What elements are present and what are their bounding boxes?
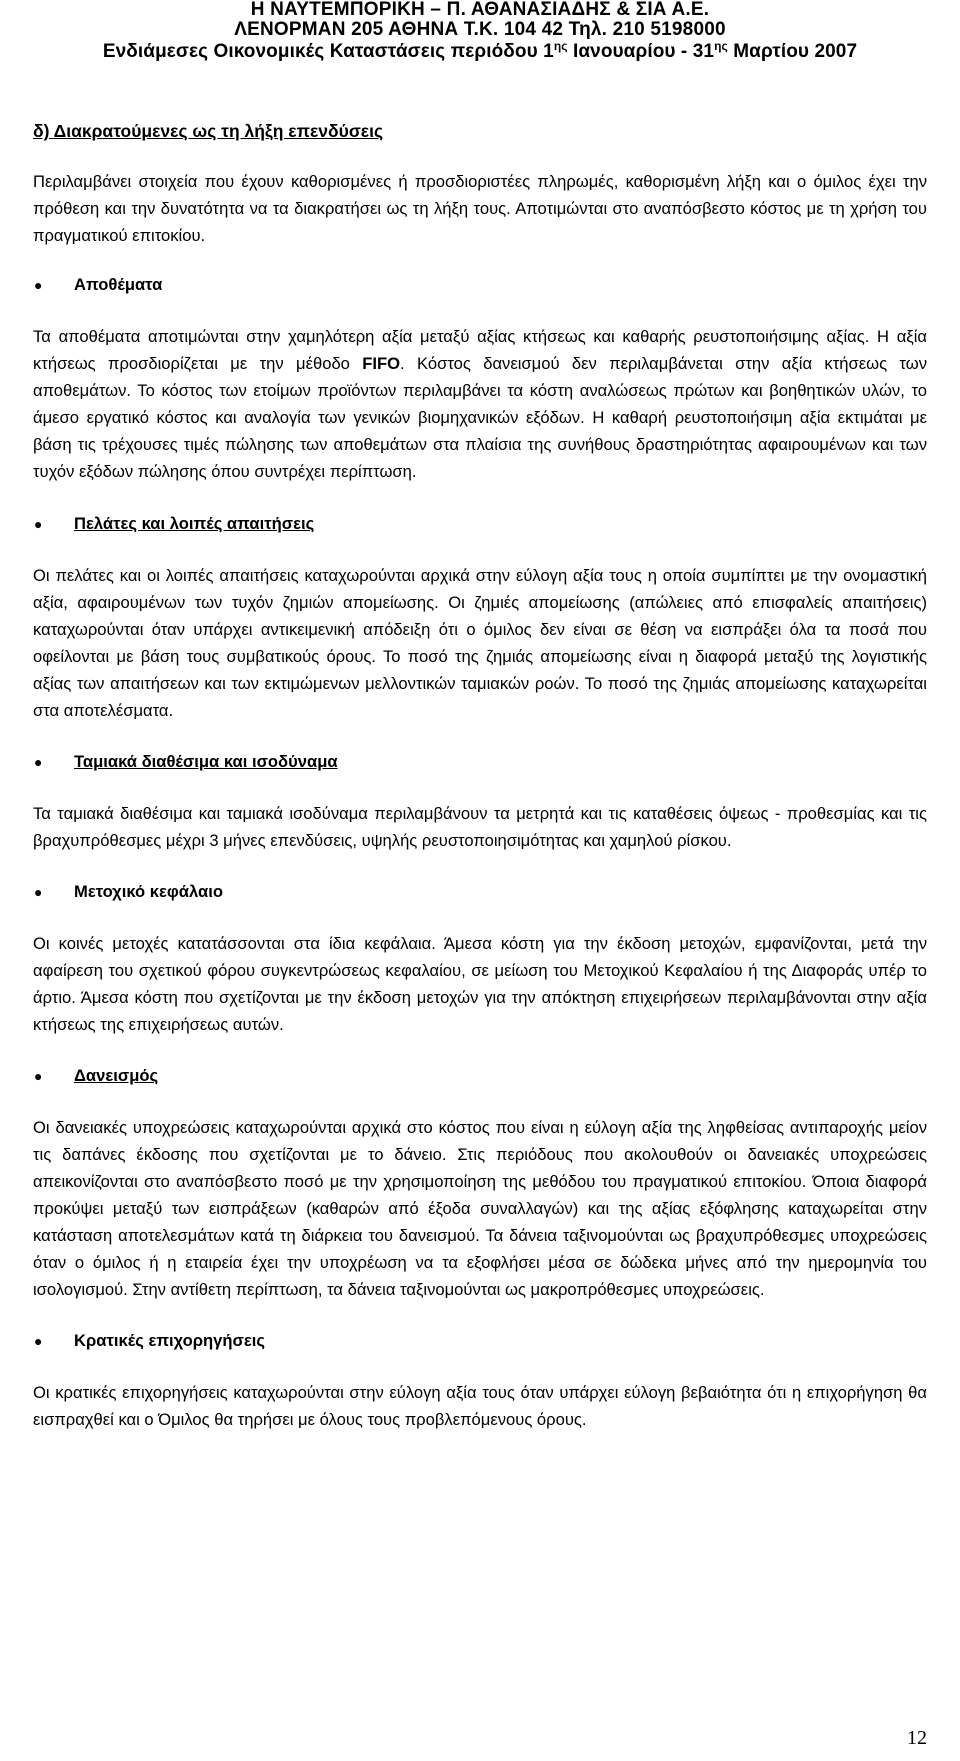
item-text-receivables: Οι πελάτες και οι λοιπές απαιτήσεις καταχωρούνται αρχικά στην εύλογη αξία τους η οποία συμπίπτει με την ονομαστική αξία, αφαιρουμένων των τυχόν ζημιών απομείωσης. Οι ζημιές απομείωσης (απώλειες από επισφαλείς απαιτήσεις) καταχωρούνται όταν υπάρχει αντικειμενική απόδειξη ότι ο όμιλος δεν είναι σε θέση να εισπράξει όλα τα ποσά που οφείλονται με βάση τους συμβατικούς όρους. Το ποσό της ζημιάς απομείωσης είναι η διαφορά μεταξύ της λογιστικής αξίας των απαιτήσεων και των εκτιμώμενων μελλοντικών ταμιακών ροών. Το ποσό της ζημιάς απομείωσης καταχωρείται στα αποτελέσματα. [33, 566, 927, 720]
item-heading-cash [33, 749, 927, 775]
item-title: Δανεισμός [74, 1066, 159, 1085]
header-ordinal-2: ης [714, 39, 728, 53]
header-address: ΛΕΝΟΡΜΑΝ 205 ΑΘΗΝΑ Τ.Κ. 104 42 Τηλ. 210 5198000 [234, 19, 726, 40]
item-text-bold: FIFO [362, 354, 401, 373]
item-text-share-capital: Οι κοινές μετοχές κατατάσσονται στα ίδια κεφάλαια. Άμεσα κόστη για την έκδοση μετοχών, εμφανίζονται, μετά την αφαίρεση του σχετικού φόρου συγκεντρώσεως κεφαλαίου, σε μείωση του Μετοχικού Κεφαλαίου ή της Διαφοράς υπέρ το άρτιο. Άμεσα κόστη που σχετίζονται με την έκδοση μετοχών για την απόκτηση επιχειρήσεων περιλαμβάνονται στην αξία κτήσεως της επιχειρήσεως αυτών. [33, 934, 927, 1034]
item-title: Κρατικές επιχορηγήσεις [74, 1331, 265, 1350]
item-text-inventories [33, 323, 927, 485]
item-text-borrowings: Οι δανειακές υποχρεώσεις καταχωρούνται αρχικά στο κόστος που είναι η εύλογη αξία της ληφθείσας αντιπαροχής μείον τις δαπάνες έκδοσης που σχετίζονται με το δάνειο. Στις περιόδους που ακολουθούν οι δανειακές υποχρεώσεις απεικονίζονται στο αναπόσβεστο ποσό με την χρησιμοποίηση της μεθόδου του πραγματικού επιτοκίου. Όποια διαφορά προκύψει μεταξύ των εισπράξεων (καθαρών από έξοδα συναλλαγών) και της αξίας εξόφλησης καταχωρείται στην κατάσταση αποτελεσμάτων κατά τη διάρκεια του δανεισμού. Τα δάνεια ταξινομούνται ως βραχυπρόθεσμες υποχρεώσεις όταν ο όμιλος ή η εταιρεία έχει την υποχρέωση να τα εξοφλήσει μέσα σε δώδεκα μήνες από την ημερομηνία του ισολογισμού. Στην αντίθετη περίπτωση, τα δάνεια ταξινομούνται ως μακροπρόθεσμες υποχρεώσεις. [33, 1118, 927, 1299]
page-number: 12 [907, 1727, 927, 1749]
header-period-text-c: Μαρτίου 2007 [727, 41, 858, 62]
item-title: Αποθέματα [74, 275, 163, 294]
header-period [0, 40, 960, 64]
bullet-icon: ● [34, 516, 43, 532]
item-text-part: Τα αποθέματα αποτιμώνται στην χαμηλότερη αξία μεταξύ αξίας κτήσεως και καθαρής ρευστοποιήσιμης αξίας. Η αξία κτήσεως προσδιορίζεται με την μέθοδο [33, 327, 927, 373]
item-text-grants: Οι κρατικές επιχορηγήσεις καταχωρούνται στην εύλογη αξία τους όταν υπάρχει εύλογη βεβαιότητα ότι η επιχορήγηση θα εισπραχθεί και ο Όμιλος θα τηρήσει με όλους τους προβλεπόμενους όρους. [33, 1383, 927, 1429]
item-title: Ταμιακά διαθέσιμα και ισοδύναμα [74, 752, 338, 771]
header-ordinal-1: ης [553, 39, 568, 53]
item-title: Πελάτες και λοιπές απαιτήσεις [74, 514, 315, 533]
section-title: δ) Διακρατούμενες ως τη λήξη επενδύσεις [33, 121, 384, 141]
item-text-part: . Κόστος δανεισμού δεν περιλαμβάνεται στην αξία κτήσεως των αποθεμάτων. Το κόστος των ετοίμων προϊόντων περιλαμβάνει τα κόστη αναλώσεως πρώτων και βοηθητικών υλών, το άμεσο εργατικό κόστος και αναλογία των γενικών βιομηχανικών εξόδων. Η καθαρή ρευστοποιήσιμη αξία εκτιμάται με βάση τις τρέχουσες τιμές πώλησης των αποθεμάτων στα πλαίσια της συνήθους δραστηριότητας αφαιρουμένων και των τυχόν εξόδων πώλησης όπου συντρέχει περίπτωση. [33, 354, 927, 481]
bullet-icon: ● [34, 754, 43, 770]
header-period-text-b: Ιανουαρίου - 31 [567, 41, 715, 62]
bullet-icon: ● [34, 277, 43, 293]
item-heading-share-capital [33, 879, 927, 905]
item-heading-grants [33, 1328, 927, 1354]
item-text-cash: Τα ταμιακά διαθέσιμα και ταμιακά ισοδύναμα περιλαμβάνουν τα μετρητά και τις καταθέσεις όψεως - προθεσμίας και τις βραχυπρόθεσμες μέχρι 3 μήνες επενδύσεις, υψηλής ρευστοποιησιμότητας και χαμηλού ρίσκου. [33, 804, 927, 850]
item-title: Μετοχικό κεφάλαιο [74, 882, 223, 901]
page-content [33, 118, 927, 1433]
bullet-icon: ● [34, 1068, 43, 1084]
document-header [0, 0, 960, 64]
bullet-icon: ● [34, 1333, 43, 1349]
bullet-icon: ● [34, 884, 43, 900]
item-heading-receivables [33, 511, 927, 537]
item-heading-borrowings [33, 1063, 927, 1089]
header-company-name: Η ΝΑΥΤΕΜΠΟΡΙΚΗ – Π. ΑΘΑΝΑΣΙΑΔΗΣ & ΣΙΑ Α.Ε. [250, 0, 710, 20]
item-heading-inventories [33, 272, 927, 298]
header-period-text-a: Ενδιάμεσες Οικονομικές Καταστάσεις περιόδου 1 [102, 41, 554, 62]
section-intro: Περιλαμβάνει στοιχεία που έχουν καθορισμένες ή προσδιοριστέες πληρωμές, καθορισμένη λήξη και ο όμιλος έχει την πρόθεση και την δυνατότητα να τα διακρατήσει ως τη λήξη τους. Αποτιμώνται στο αναπόσβεστο κόστος με τη χρήση του πραγματικού επιτοκίου. [33, 172, 927, 245]
